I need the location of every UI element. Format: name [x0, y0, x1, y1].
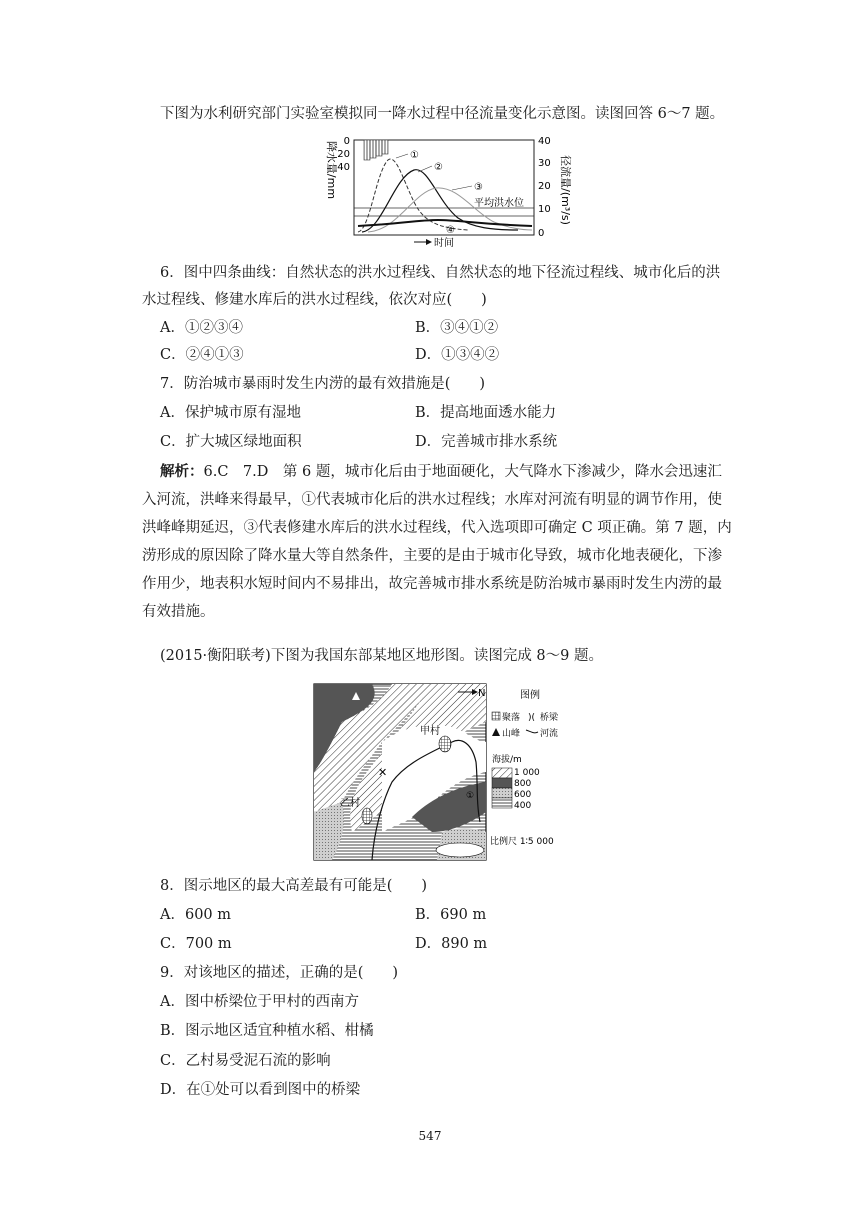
right-tick: 20 — [538, 181, 551, 192]
q8-stem: 8．图示地区的最大高差最有可能是( ) — [160, 878, 428, 894]
curve-label-4: ④ — [446, 225, 455, 236]
point-1-label: ① — [466, 791, 475, 801]
q6-stem-line1: 6．图中四条曲线：自然状态的洪水过程线、自然状态的地下径流过程线、城市化后的洪 — [160, 265, 721, 281]
analysis-line5: 作用少，地表积水短时间内不易排出，故完善城市排水系统是防治城市暴雨时发生内涝的最 — [142, 576, 722, 592]
left-axis-label: 降水量/mm — [325, 140, 338, 200]
analysis-line6: 有效措施。 — [142, 604, 215, 620]
flood-level-label: 平均洪水位 — [474, 198, 524, 209]
bridge-map-icon: ✕ — [378, 766, 388, 779]
legend-peak-icon — [492, 728, 500, 736]
curve-4 — [358, 220, 532, 226]
q6-option-c: C．②④①③ — [160, 347, 244, 363]
legend-river: 河流 — [540, 729, 559, 739]
right-axis-label-svg — [554, 132, 574, 248]
village-jia-label: 甲村 — [420, 726, 440, 737]
elevation-title: 海拔/m — [492, 755, 522, 765]
left-tick: 40 — [337, 162, 350, 173]
elev-tick: 400 — [514, 801, 532, 811]
q7-option-a: A．保护城市原有湿地 — [160, 405, 301, 421]
village-jia-marker — [439, 736, 451, 752]
intro-6-7: 下图为水利研究部门实验室模拟同一降水过程中径流量变化示意图。读图回答 6～7 题。 — [160, 106, 725, 122]
q6-option-b: B．③④①② — [415, 320, 499, 336]
village-yi-marker — [362, 808, 372, 824]
curve-label-2: ② — [434, 162, 443, 173]
analysis-text: 6.C 7.D 第 6 题，城市化后由于地面硬化，大气降水下渗减少，降水会迅速汇 — [203, 464, 722, 480]
q9-stem: 9．对该地区的描述，正确的是( ) — [160, 965, 399, 981]
q7-option-c: C．扩大城区绿地面积 — [160, 434, 302, 450]
legend-bridge-icon: )( — [528, 713, 536, 723]
analysis-line1 — [160, 462, 722, 482]
legend-title: 图例 — [520, 690, 540, 701]
q6-option-a: A．①②③④ — [160, 320, 243, 336]
north-label: N — [478, 688, 486, 699]
q6-option-d: D．①③④② — [415, 347, 500, 363]
left-tick: 20 — [337, 149, 350, 160]
right-tick: 0 — [538, 228, 545, 239]
q9-option-c: C．乙村易受泥石流的影响 — [160, 1053, 331, 1069]
rainfall-bars — [364, 140, 388, 160]
elev-tick: 800 — [514, 779, 532, 789]
analysis-line4: 涝形成的原因除了降水量大等自然条件，主要的是由于城市化导致，城市化地表硬化，下渗 — [142, 548, 722, 564]
right-axis-label: 径流量/(m³/s) — [559, 155, 572, 225]
q8-option-b: B．690 m — [415, 907, 487, 923]
right-tick: 40 — [538, 136, 551, 147]
right-tick: 30 — [538, 158, 551, 169]
curve-label-1: ① — [410, 150, 419, 161]
q8-option-c: C．700 m — [160, 936, 232, 952]
q7-option-d: D．完善城市排水系统 — [415, 434, 558, 450]
intro-8-9: (2015·衡阳联考)下图为我国东部某地区地形图。读图完成 8～9 题。 — [160, 648, 603, 664]
settlement-swatch — [492, 712, 500, 720]
legend-bridge: 桥梁 — [540, 713, 559, 723]
time-axis-label: 时间 — [434, 238, 454, 248]
q7-stem: 7．防治城市暴雨时发生内涝的最有效措施是( ) — [160, 376, 486, 392]
curve-label-3: ③ — [474, 182, 483, 193]
legend-river-icon — [526, 730, 538, 733]
elev-tick: 600 — [514, 790, 532, 800]
elev-tick: 1 000 — [514, 768, 540, 778]
q9-option-a: A．图中桥梁位于甲村的西南方 — [160, 994, 359, 1010]
runoff-hydrograph-figure — [318, 132, 554, 248]
legend-peak: 山峰 — [502, 729, 521, 739]
q9-option-b: B．图示地区适宜种植水稻、柑橘 — [160, 1023, 374, 1039]
q6-stem-line2: 水过程线、修建水库后的洪水过程线，依次对应( ) — [142, 292, 487, 308]
page-number: 547 — [418, 1129, 442, 1143]
q8-option-d: D．890 m — [415, 936, 488, 952]
q9-option-d: D．在①处可以看到图中的桥梁 — [160, 1082, 361, 1098]
q7-option-b: B．提高地面透水能力 — [415, 405, 557, 421]
analysis-line3: 洪峰峰期延迟，③代表修建水库后的洪水过程线，代入选项即可确定 C 项正确。第 7 题，内 — [142, 520, 732, 536]
analysis-label: 解析： — [160, 463, 204, 480]
village-yi-label: 乙村 — [340, 798, 360, 809]
right-tick: 10 — [538, 204, 551, 215]
topographic-map-figure — [312, 682, 572, 862]
left-tick: 0 — [343, 136, 350, 147]
scale-label: 比例尺 1∶5 000 — [490, 837, 554, 847]
legend-settlement: 聚落 — [502, 713, 521, 723]
analysis-line2: 入河流，洪峰来得最早，①代表城市化后的洪水过程线；水库对河流有明显的调节作用，使 — [142, 492, 722, 508]
q8-option-a: A．600 m — [160, 907, 232, 923]
